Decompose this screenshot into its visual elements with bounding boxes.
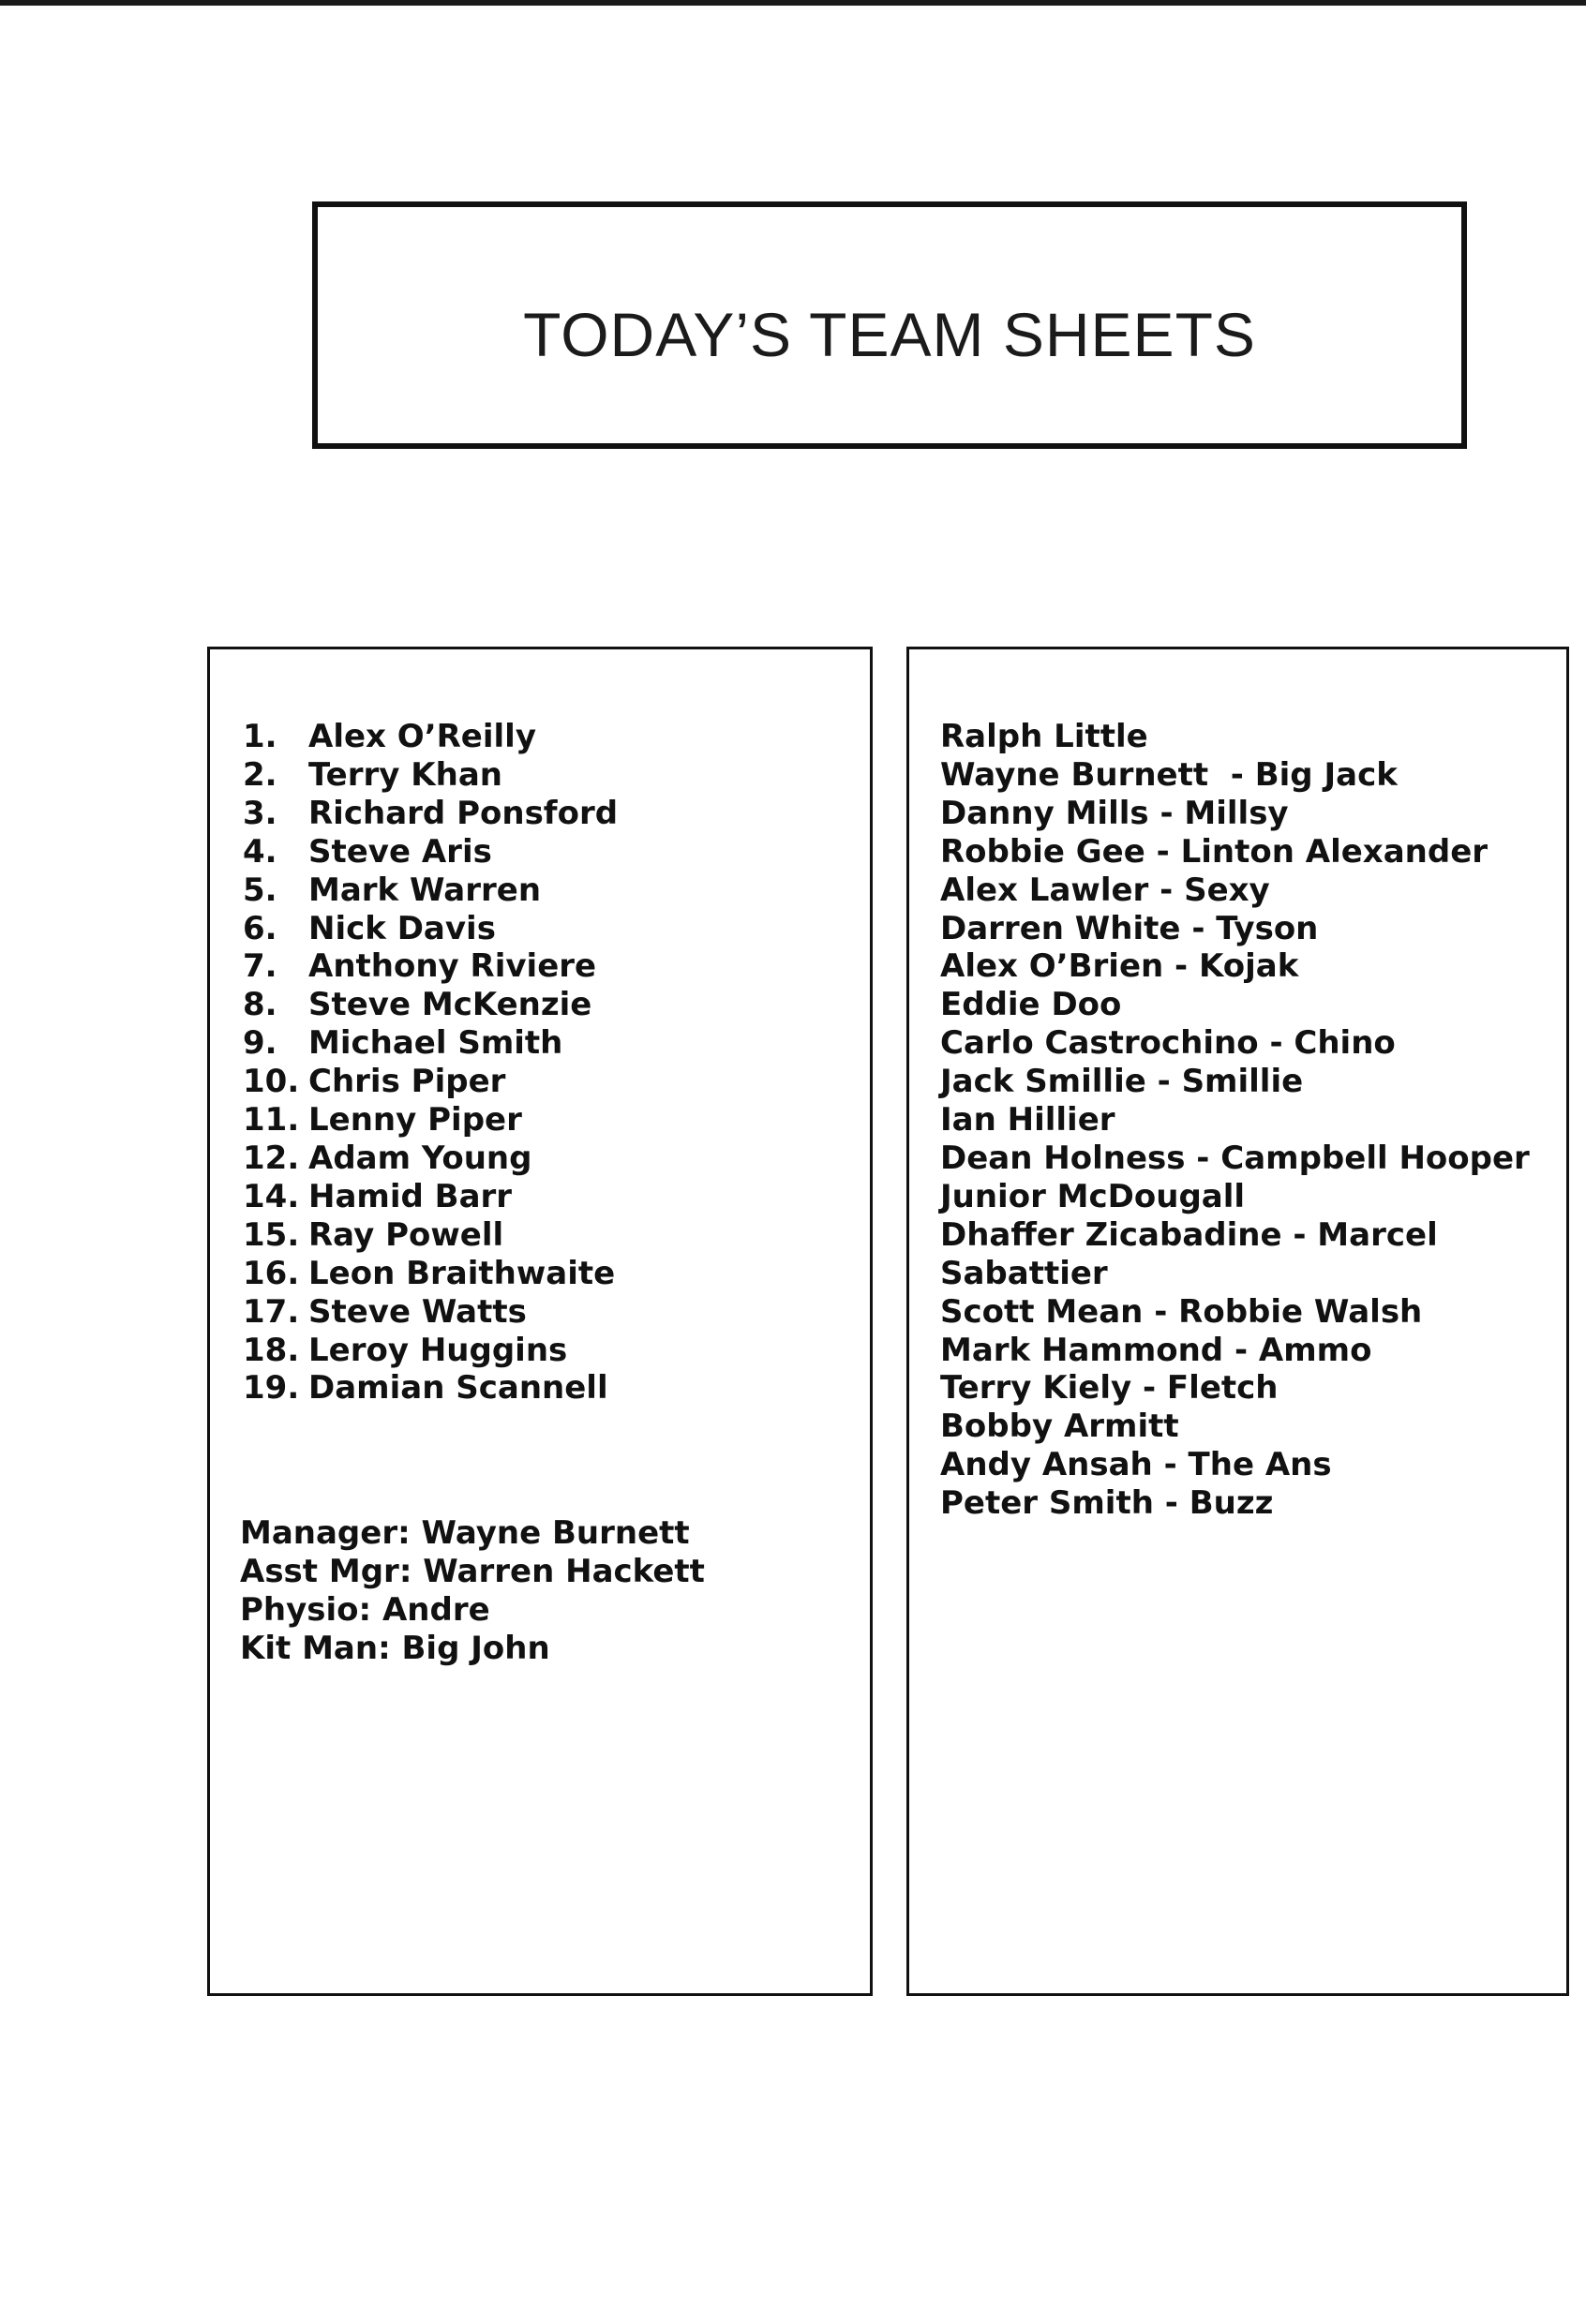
list-item: Andy Ansah - The Ans — [940, 1446, 1332, 1484]
player-name: Chris Piper — [308, 1063, 506, 1101]
list-item: Scott Mean - Robbie Walsh — [940, 1292, 1423, 1331]
list-item: Peter Smith - Buzz — [940, 1484, 1274, 1523]
player-number: 10. — [243, 1063, 300, 1101]
list-item: Bobby Armitt — [940, 1408, 1179, 1446]
top-rule — [0, 0, 1586, 6]
player-number: 5. — [243, 871, 277, 909]
player-name: Damian Scannell — [308, 1369, 608, 1408]
player-number: 17. — [243, 1292, 300, 1331]
player-number: 1. — [243, 718, 277, 755]
page-title: TODAY’S TEAM SHEETS — [523, 300, 1256, 369]
list-item: Danny Mills - Millsy — [940, 794, 1289, 832]
player-name: Hamid Barr — [308, 1177, 513, 1215]
list-item: Darren White - Tyson — [940, 909, 1319, 947]
list-item — [243, 1140, 618, 1178]
player-number: 19. — [243, 1369, 300, 1408]
player-number: 6. — [243, 909, 277, 947]
staff-assistant-manager: Asst Mgr: Warren Hackett — [240, 1552, 705, 1590]
list-item: Jack Smillie - Smillie — [940, 1063, 1304, 1101]
list-item — [243, 947, 618, 986]
player-number: 11. — [243, 1101, 300, 1140]
list-item — [243, 1101, 618, 1140]
list-item: Sabattier — [940, 1254, 1108, 1292]
list-item: Alex Lawler - Sexy — [940, 871, 1270, 909]
list-item: Ian Hillier — [940, 1101, 1115, 1140]
player-name: Steve Aris — [308, 832, 492, 871]
list-item — [243, 1024, 618, 1063]
player-name: Alex O’Reilly — [308, 718, 536, 755]
player-name: Leon Braithwaite — [308, 1254, 616, 1292]
player-name: Lenny Piper — [308, 1101, 522, 1140]
left-panel — [207, 647, 873, 1996]
player-name: Michael Smith — [308, 1024, 563, 1063]
player-name: Ray Powell — [308, 1215, 504, 1254]
player-number: 4. — [243, 832, 277, 871]
player-name: Anthony Riviere — [308, 947, 597, 986]
staff-list — [240, 1514, 705, 1668]
list-item — [243, 1063, 618, 1101]
list-item — [243, 1178, 618, 1216]
right-panel — [906, 647, 1569, 1996]
list-item: Wayne Burnett - Big Jack — [940, 755, 1398, 794]
list-item — [243, 718, 618, 756]
list-item: Junior McDougall — [940, 1177, 1246, 1215]
player-name: Mark Warren — [308, 871, 542, 909]
player-number: 7. — [243, 947, 277, 986]
list-item: Terry Kiely - Fletch — [940, 1369, 1279, 1408]
player-name: Adam Young — [308, 1139, 532, 1177]
player-name: Nick Davis — [308, 909, 496, 947]
staff-physio: Physio: Andre — [240, 1590, 490, 1629]
list-item: Ralph Little — [940, 718, 1148, 755]
list-item: Alex O’Brien - Kojak — [940, 947, 1299, 986]
player-name: Steve Watts — [308, 1292, 527, 1331]
list-item — [243, 986, 618, 1024]
list-item: Dean Holness - Campbell Hooper — [940, 1139, 1530, 1177]
player-number: 15. — [243, 1215, 300, 1254]
list-item: Eddie Doo — [940, 986, 1122, 1024]
player-number: 18. — [243, 1331, 300, 1369]
player-number: 2. — [243, 755, 277, 794]
list-item: Mark Hammond - Ammo — [940, 1331, 1372, 1369]
list-item — [243, 1255, 618, 1293]
list-item: Dhaffer Zicabadine - Marcel — [940, 1215, 1438, 1254]
player-name: Leroy Huggins — [308, 1331, 568, 1369]
player-name: Richard Ponsford — [308, 794, 619, 832]
player-number: 9. — [243, 1024, 277, 1063]
list-item — [243, 1332, 618, 1370]
staff-kit-man: Kit Man: Big John — [240, 1629, 550, 1667]
list-item — [243, 1293, 618, 1332]
player-number: 16. — [243, 1254, 300, 1292]
list-item — [243, 833, 618, 872]
title-box — [312, 201, 1467, 449]
player-number: 14. — [243, 1177, 300, 1215]
player-number: 12. — [243, 1139, 300, 1177]
list-item — [243, 1369, 618, 1408]
list-item — [243, 756, 618, 795]
list-item: Robbie Gee - Linton Alexander — [940, 832, 1489, 871]
list-item: Carlo Castrochino - Chino — [940, 1024, 1396, 1063]
list-item — [243, 1216, 618, 1255]
player-name: Steve McKenzie — [308, 986, 592, 1024]
list-item — [243, 910, 618, 948]
player-name: Terry Khan — [308, 755, 502, 794]
player-list — [243, 718, 618, 1408]
squad-nickname-list — [940, 718, 1530, 1523]
player-number: 8. — [243, 986, 277, 1024]
player-number: 3. — [243, 794, 277, 832]
list-item — [243, 872, 618, 910]
staff-manager: Manager: Wayne Burnett — [240, 1514, 690, 1552]
list-item — [243, 795, 618, 833]
